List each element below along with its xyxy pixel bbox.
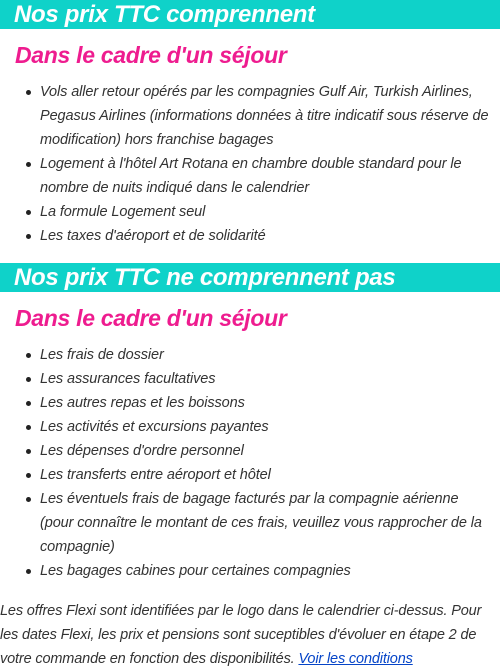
included-list	[0, 80, 500, 248]
list-item: Les frais de dossier	[40, 343, 500, 367]
list-item: La formule Logement seul	[40, 200, 500, 224]
list-item: Les transferts entre aéroport et hôtel	[40, 463, 500, 487]
excluded-list	[0, 343, 500, 583]
list-item: Logement à l'hôtel Art Rotana en chambre double standard pour le nombre de nuits indiqué dans le calendrier	[40, 152, 500, 200]
included-subtitle: Dans le cadre d'un séjour	[15, 42, 287, 68]
included-section-title: Nos prix TTC comprennent	[0, 0, 500, 29]
list-item: Les dépenses d'ordre personnel	[40, 439, 500, 463]
flexi-footnote	[0, 599, 500, 671]
conditions-link[interactable]: Voir les conditions	[298, 651, 413, 667]
footnote-text: Les offres Flexi sont identifiées par le logo dans le calendrier ci-dessus. Pour les dates Flexi, les prix et pensions sont suceptibles d'évoluer en étape 2 de votre commande en fonction des disponibilités.	[0, 603, 482, 667]
list-item: Les bagages cabines pour certaines compagnies	[40, 559, 500, 583]
list-item: Les assurances facultatives	[40, 367, 500, 391]
list-item: Les activités et excursions payantes	[40, 415, 500, 439]
list-item: Les autres repas et les boissons	[40, 391, 500, 415]
excluded-section-title: Nos prix TTC ne comprennent pas	[0, 263, 500, 292]
list-item: Les taxes d'aéroport et de solidarité	[40, 224, 500, 248]
list-item: Vols aller retour opérés par les compagnies Gulf Air, Turkish Airlines, Pegasus Airlines (informations données à titre indicatif sous réserve de modification) hors franchise bagages	[40, 80, 500, 152]
excluded-subtitle: Dans le cadre d'un séjour	[15, 305, 287, 331]
list-item: Les éventuels frais de bagage facturés par la compagnie aérienne (pour connaître le montant de ces frais, veuillez vous rapprocher de la compagnie)	[40, 487, 500, 559]
